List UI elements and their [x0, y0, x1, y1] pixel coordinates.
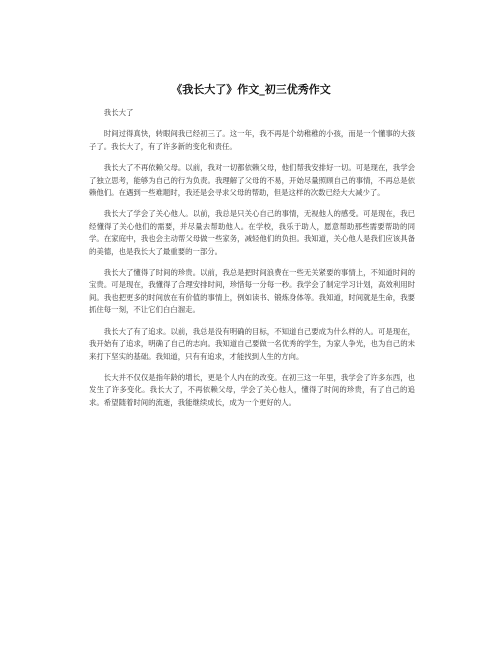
paragraph: 长大并不仅仅是指年龄的增长，更是个人内在的改变。在初三这一年里，我学会了许多东西，也发生了许多变化。我长大了，不再依赖父母，学会了关心他人，懂得了时间的珍贵，有了自己的追求。希望随着时间的流逝，我能继续成长，成为一个更好的人。	[89, 372, 415, 407]
paragraph: 我长大了有了追求。以前，我总是没有明确的目标，不知道自己要成为什么样的人。可是现在，我开始有了追求，明确了自己的志向。我知道自己要做一名优秀的学生，为家人争光，也为自己的未来打下坚实的基础。我知道，只有有追求，才能找到人生的方向。	[89, 326, 415, 361]
article-body	[89, 107, 415, 418]
paragraph: 我长大了不再依赖父母。以前，我对一切都依赖父母，他们帮我安排好一切。可是现在，我学会了独立思考，能够为自己的行为负责。我理解了父母的不易，开始尽量照顾自己的事情，不再总是依赖他们。在遇到一些难题时，我还是会寻求父母的帮助，但是这样的次数已经大大减少了。	[89, 163, 415, 198]
paragraph: 我长大了懂得了时间的珍贵。以前，我总是把时间浪费在一些无关紧要的事情上，不知道时间的宝贵。可是现在，我懂得了合理安排时间，珍惜每一分每一秒。我学会了制定学习计划，高效利用时间。我也把更多的时间放在有价值的事情上，例如读书、锻炼身体等。我知道，时间就是生命，我要抓住每一刻，不让它们白白溜走。	[89, 268, 415, 315]
page-title: 《我长大了》作文_初三优秀作文	[171, 83, 331, 96]
paragraph: 我长大了学会了关心他人。以前，我总是只关心自己的事情，无视他人的感受。可是现在，我已经懂得了关心他们的需要，并尽量去帮助他人。在学校，我乐于助人，愿意帮助那些需要帮助的同学。在家庭中，我也会主动帮父母做一些家务，减轻他们的负担。我知道，关心他人是我们应该具备的美德，也是我长大了最重要的一部分。	[89, 209, 415, 256]
article-subtitle: 我长大了	[103, 108, 134, 117]
paragraph: 时间过得真快，转眼间我已经初三了。这一年，我不再是个幼稚稚的小孩，而是一个懂事的大孩子了。我长大了，有了许多新的变化和责任。	[89, 129, 415, 151]
